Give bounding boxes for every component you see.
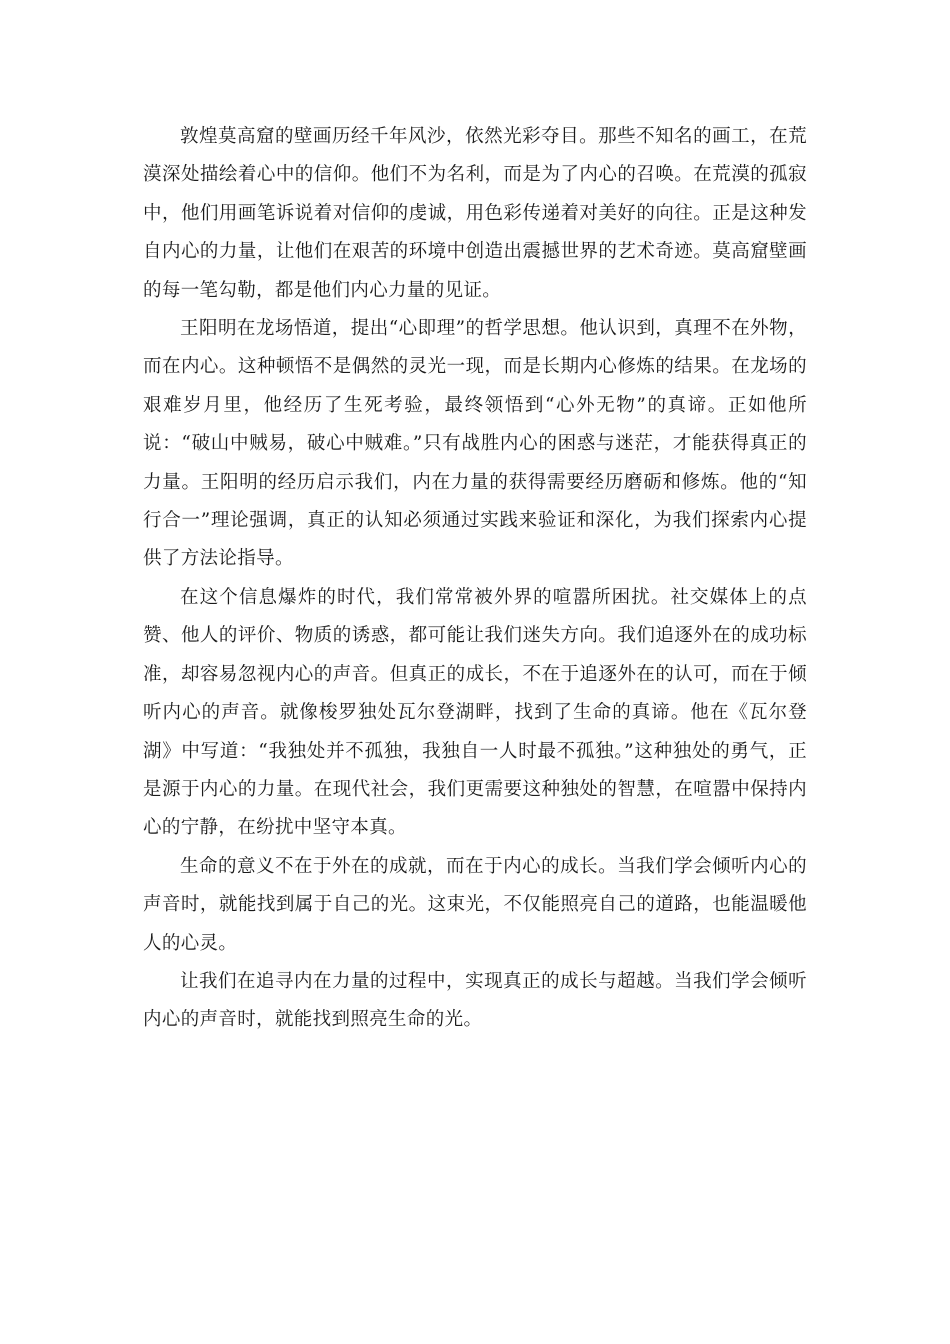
essay-body: [143, 118, 807, 1040]
paragraph-5: 让我们在追寻内在力量的过程中，实现真正的成长与超越。当我们学会倾听内心的声音时，就能找到照亮生命的光。: [143, 970, 807, 1031]
paragraph-3: 在这个信息爆炸的时代，我们常常被外界的喧嚣所困扰。社交媒体上的点赞、他人的评价、物质的诱惑，都可能让我们迷失方向。我们追逐外在的成功标准，却容易忽视内心的声音。但真正的成长，不在于追逐外在的认可，而在于倾听内心的声音。就像梭罗独处瓦尔登湖畔，找到了生命的真谛。他在《瓦尔登湖》中写道：“我独处并不孤独，我独自一人时最不孤独。”这种独处的勇气，正是源于内心的力量。在现代社会，我们更需要这种独处的智慧，在喧嚣中保持内心的宁静，在纷扰中坚守本真。: [143, 586, 807, 839]
paragraph-1: 敦煌莫高窟的壁画历经千年风沙，依然光彩夺目。那些不知名的画工，在荒漠深处描绘着心中的信仰。他们不为名利，而是为了内心的召唤。在荒漠的孤寂中，他们用画笔诉说着对信仰的虔诚，用色彩传递着对美好的向往。正是这种发自内心的力量，让他们在艰苦的环境中创造出震撼世界的艺术奇迹。莫高窟壁画的每一笔勾勒，都是他们内心力量的见证。: [143, 126, 807, 301]
paragraph-2: 王阳明在龙场悟道，提出“心即理”的哲学思想。他认识到，真理不在外物，而在内心。这种顿悟不是偶然的灵光一现，而是长期内心修炼的结果。在龙场的艰难岁月里，他经历了生死考验，最终领悟到“心外无物”的真谛。正如他所说：“破山中贼易，破心中贼难。”只有战胜内心的困惑与迷茫，才能获得真正的力量。王阳明的经历启示我们，内在力量的获得需要经历磨砺和修炼。他的“知行合一”理论强调，真正的认知必须通过实践来验证和深化，为我们探索内心提供了方法论指导。: [143, 318, 807, 570]
paragraph-4: 生命的意义不在于外在的成就，而在于内心的成长。当我们学会倾听内心的声音时，就能找到属于自己的光。这束光，不仅能照亮自己的道路，也能温暖他人的心灵。: [143, 855, 807, 954]
